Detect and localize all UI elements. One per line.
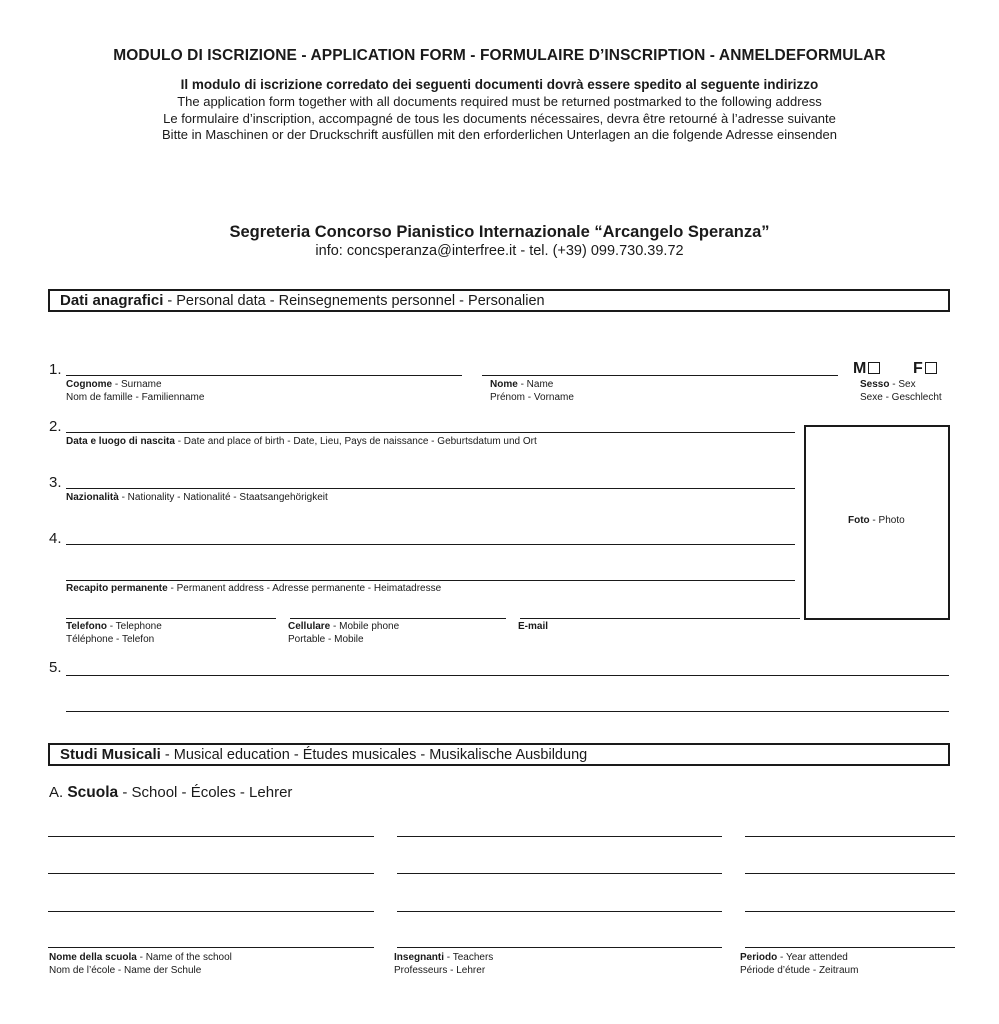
intro-english: The application form together with all documents required must be returned postmarked to the following address bbox=[177, 94, 822, 109]
organization-name: Segreteria Concorso Pianistico Internazionale “Arcangelo Speranza” bbox=[229, 223, 770, 241]
field-number-4: 4. bbox=[49, 530, 62, 547]
sex-f-checkbox[interactable]: F bbox=[913, 360, 937, 378]
form-title: MODULO DI ISCRIZIONE - APPLICATION FORM - FORMULAIRE D’INSCRIPTION - ANMELDEFORMULAR bbox=[113, 47, 886, 64]
nationality-label: Nazionalità - Nationality - Nationalité - Staatsangehörigkeit bbox=[66, 492, 328, 503]
checkbox-icon bbox=[868, 362, 880, 374]
checkbox-icon bbox=[925, 362, 937, 374]
field-5-line-1[interactable] bbox=[66, 675, 949, 676]
phone-field[interactable] bbox=[66, 618, 276, 619]
school-name-field[interactable] bbox=[48, 911, 374, 912]
intro-german: Bitte in Maschinen or der Druckschrift ausfüllen mit den erforderlichen Unterlagen an die folgende Adresse einsenden bbox=[162, 127, 837, 142]
field-number-5: 5. bbox=[49, 659, 62, 676]
teachers-field[interactable] bbox=[397, 873, 722, 874]
period-field[interactable] bbox=[745, 947, 955, 948]
field-number-3: 3. bbox=[49, 474, 62, 491]
sex-label: Sesso - Sex Sexe - Geschlecht bbox=[860, 379, 942, 403]
birth-field[interactable] bbox=[66, 432, 795, 433]
email-field[interactable] bbox=[520, 618, 800, 619]
name-field[interactable] bbox=[482, 375, 838, 376]
intro-italian: Il modulo di iscrizione corredato dei seguenti documenti dovrà essere spedito al seguente indirizzo bbox=[180, 77, 819, 92]
phone-label: Telefono - Telephone Téléphone - Telefon bbox=[66, 621, 162, 645]
period-field[interactable] bbox=[745, 873, 955, 874]
period-field[interactable] bbox=[745, 836, 955, 837]
contact-info: info: concsperanza@interfree.it - tel. (+39) 099.730.39.72 bbox=[315, 243, 684, 259]
period-label: Periodo - Year attended Période d’étude - Zeitraum bbox=[740, 952, 859, 976]
mobile-field[interactable] bbox=[290, 618, 506, 619]
address-field-line-2[interactable] bbox=[66, 580, 795, 581]
teachers-label: Insegnanti - Teachers Professeurs - Lehrer bbox=[394, 952, 494, 976]
address-label: Recapito permanente - Permanent address - Adresse permanente - Heimatadresse bbox=[66, 583, 442, 594]
nationality-field[interactable] bbox=[66, 488, 795, 489]
school-name-field[interactable] bbox=[48, 873, 374, 874]
field-5-line-2[interactable] bbox=[66, 711, 949, 712]
mobile-label: Cellulare - Mobile phone Portable - Mobile bbox=[288, 621, 400, 645]
school-section-title: A. Scuola - School - Écoles - Lehrer bbox=[49, 784, 293, 801]
school-name-field[interactable] bbox=[48, 947, 374, 948]
email-label: E-mail bbox=[518, 621, 549, 632]
intro-french: Le formulaire d’inscription, accompagné de tous les documents nécessaires, devra être retourné à l’adresse suivante bbox=[163, 111, 836, 126]
photo-label: Foto - Photo bbox=[848, 515, 905, 526]
birth-label: Data e luogo di nascita - Date and place of birth - Date, Lieu, Pays de naissance - Geburtsdatum und Ort bbox=[66, 436, 537, 447]
teachers-field[interactable] bbox=[397, 836, 722, 837]
teachers-field[interactable] bbox=[397, 947, 722, 948]
music-studies-heading: Studi Musicali - Musical education - Études musicales - Musikalische Ausbildung bbox=[48, 743, 950, 766]
sex-m-checkbox[interactable]: M bbox=[853, 360, 880, 378]
period-field[interactable] bbox=[745, 911, 955, 912]
school-name-field[interactable] bbox=[48, 836, 374, 837]
surname-field[interactable] bbox=[66, 375, 462, 376]
school-name-label: Nome della scuola - Name of the school Nom de l’école - Name der Schule bbox=[49, 952, 232, 976]
field-number-1: 1. bbox=[49, 361, 62, 378]
teachers-field[interactable] bbox=[397, 911, 722, 912]
surname-label: Cognome - Surname Nom de famille - Familienname bbox=[66, 379, 205, 403]
name-label: Nome - Name Prénom - Vorname bbox=[490, 379, 574, 403]
personal-data-heading: Dati anagrafici - Personal data - Reinsegnements personnel - Personalien bbox=[48, 289, 950, 312]
address-field-line-1[interactable] bbox=[66, 544, 795, 545]
field-number-2: 2. bbox=[49, 418, 62, 435]
